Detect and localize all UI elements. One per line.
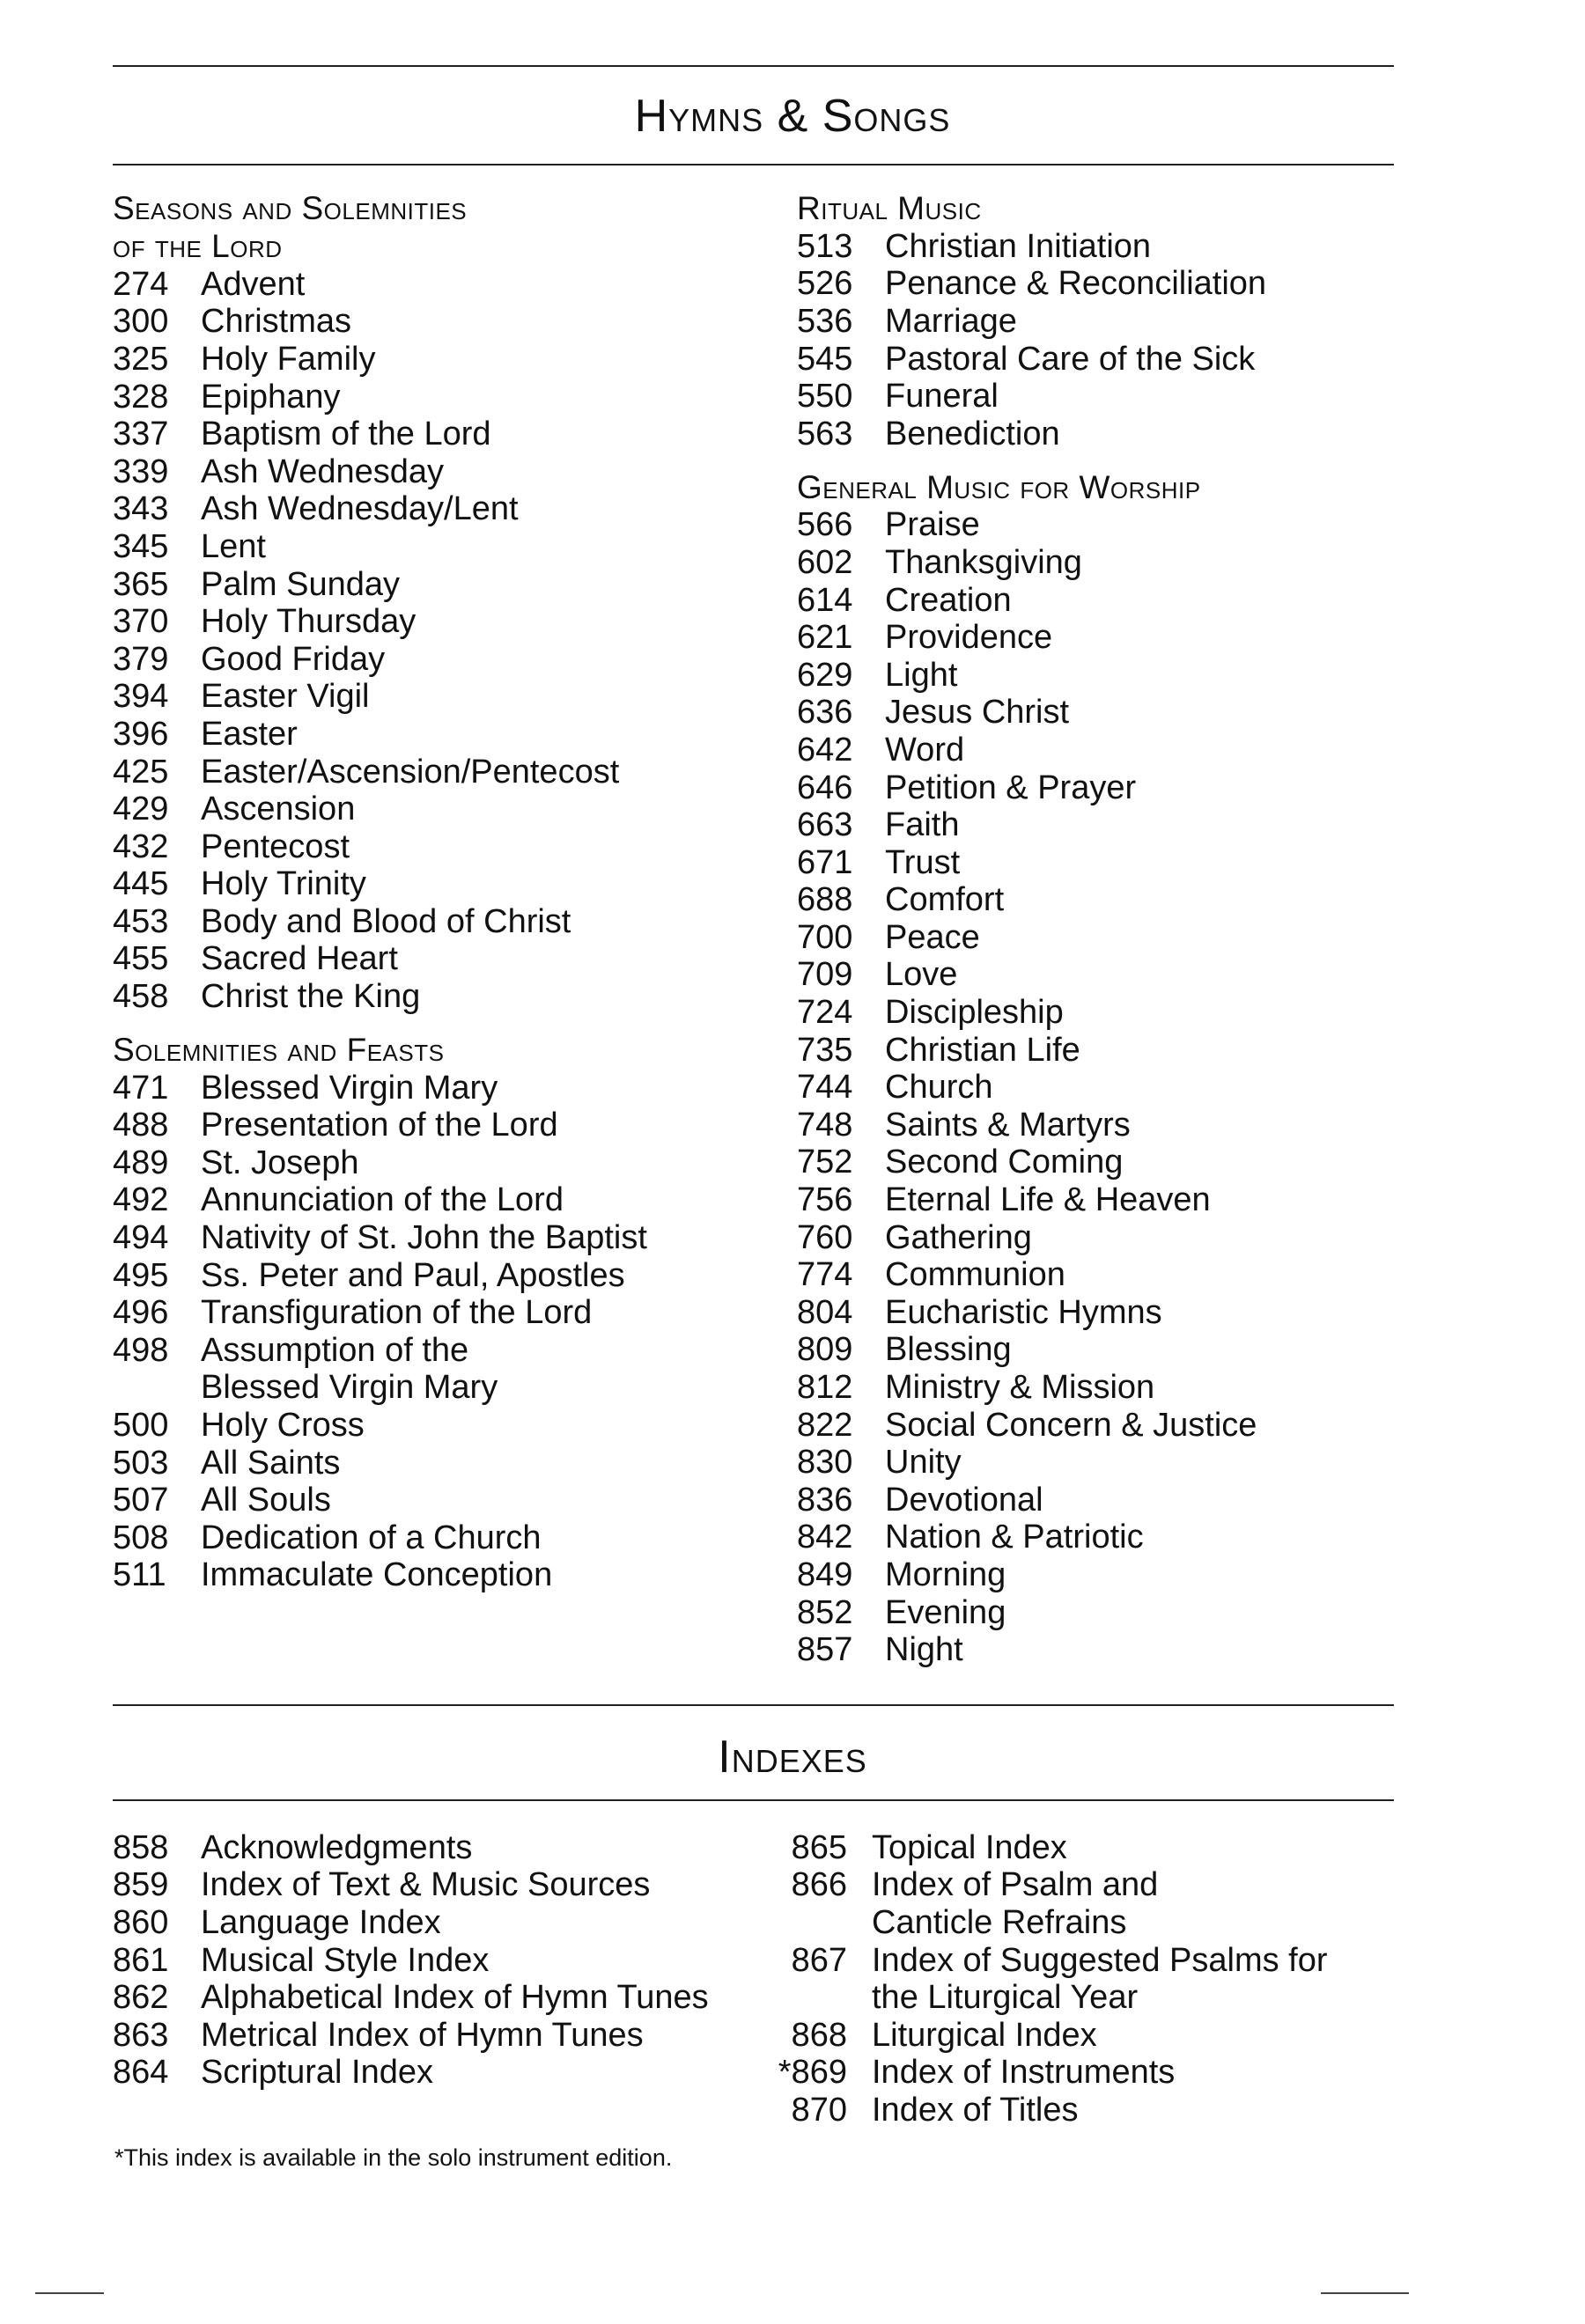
- entry-title: Ss. Peter and Paul, Apostles: [201, 1256, 625, 1294]
- entry-number: 300: [113, 303, 169, 341]
- entry-title: All Souls: [201, 1482, 331, 1519]
- entry-title: Alphabetical Index of Hymn Tunes: [201, 1979, 709, 2017]
- entry-title: Night: [885, 1631, 963, 1669]
- hymn-entry: [113, 379, 782, 416]
- entry-title: Penance & Reconciliation: [885, 265, 1267, 303]
- hymn-entry: [775, 2017, 1391, 2055]
- hymn-entry: [113, 491, 782, 529]
- hymn-entry: [797, 1107, 1396, 1144]
- hymn-entry: [797, 582, 1396, 620]
- section-heading: [797, 469, 1396, 507]
- entry-number: 859: [113, 1866, 169, 1904]
- entry-number: 748: [797, 1106, 853, 1144]
- entry-number: 724: [797, 994, 853, 1032]
- entry-number: 849: [797, 1555, 853, 1593]
- hymn-entry: [797, 1369, 1396, 1407]
- entry-title: Index of Psalm and: [872, 1866, 1159, 1904]
- entry-title: Blessed Virgin Mary: [201, 1069, 498, 1107]
- hymn-entry: [113, 903, 782, 941]
- entry-number: 809: [797, 1331, 853, 1369]
- entry-number: 860: [113, 1903, 169, 1941]
- entry-title: Church: [885, 1069, 993, 1107]
- entry-title: Eucharistic Hymns: [885, 1293, 1162, 1331]
- entry-title: Funeral: [885, 378, 999, 416]
- entry-title: Index of Instruments: [872, 2054, 1176, 2092]
- entry-number: 663: [797, 806, 853, 844]
- entry-number: 865: [791, 1828, 847, 1866]
- entry-number: 867: [791, 1941, 847, 1979]
- entry-title: Providence: [885, 619, 1053, 657]
- entry-number: 735: [797, 1031, 853, 1069]
- entry-number: 488: [113, 1107, 169, 1144]
- entry-title: Evening: [885, 1593, 1006, 1631]
- hymn-entry: [113, 1557, 782, 1595]
- entry-title: Transfiguration of the Lord: [201, 1294, 593, 1332]
- entry-number: 345: [113, 527, 169, 565]
- indexes-top-rule: [113, 1704, 1394, 1706]
- hymn-entry: [775, 2055, 1391, 2092]
- indexes-title: Indexes: [718, 1732, 867, 1783]
- entry-number: 614: [797, 581, 853, 619]
- entry-number: 494: [113, 1219, 169, 1257]
- entry-title: St. Joseph: [201, 1144, 359, 1181]
- hymn-entry: [797, 844, 1396, 882]
- entry-title: Easter/Ascension/Pentecost: [201, 753, 620, 791]
- hymn-entry: [797, 882, 1396, 920]
- hymn-entry: [797, 1519, 1396, 1557]
- hymn-entry: [797, 1144, 1396, 1182]
- entry-number: 566: [797, 506, 853, 544]
- entry-title: Baptism of the Lord: [201, 416, 491, 453]
- hymn-entry: [797, 919, 1396, 957]
- entry-title: Easter: [201, 715, 298, 753]
- entry-title: Nativity of St. John the Baptist: [201, 1219, 647, 1257]
- entry-title: Unity: [885, 1444, 962, 1482]
- entry-title: Devotional: [885, 1481, 1043, 1519]
- entry-number: 511: [113, 1556, 166, 1594]
- entry-number: 563: [797, 415, 853, 452]
- section-heading-line: Seasons and Solemnities: [113, 190, 468, 226]
- entry-number: 379: [113, 640, 169, 678]
- hymn-entry: [113, 453, 782, 491]
- entry-title: Word: [885, 731, 965, 769]
- entry-number: 495: [113, 1256, 169, 1294]
- entry-title: Christian Initiation: [885, 227, 1152, 265]
- hymn-entry: [797, 1219, 1396, 1257]
- hymn-entry: [797, 1631, 1396, 1669]
- hymn-entry: [113, 978, 782, 1016]
- hymn-entry: [113, 1257, 782, 1295]
- section-heading: [113, 190, 782, 266]
- entry-number: 513: [797, 227, 853, 265]
- hymns-title-rule: [113, 164, 1394, 165]
- indexes-left-column: [113, 1829, 782, 2092]
- entry-title: Musical Style Index: [201, 1941, 490, 1979]
- entry-number: 774: [797, 1256, 853, 1294]
- hymn-entry: [797, 957, 1396, 995]
- entry-number: 868: [791, 2016, 847, 2054]
- hymn-entry: [113, 528, 782, 566]
- hymn-entry: [113, 1182, 782, 1220]
- entry-title: Light: [885, 656, 958, 694]
- entry-number: 621: [797, 619, 853, 657]
- entry-number: 671: [797, 843, 853, 881]
- hymn-entry: [113, 2017, 782, 2055]
- section-heading-line: Solemnities and Feasts: [113, 1031, 445, 1068]
- hymn-entry: [113, 603, 782, 641]
- section-heading: [797, 190, 1396, 228]
- entry-number: 339: [113, 452, 169, 490]
- entry-title: Discipleship: [885, 994, 1064, 1032]
- hymn-entry: [775, 1942, 1391, 1980]
- entry-title: Blessed Virgin Mary: [201, 1369, 498, 1407]
- entry-title: Epiphany: [201, 378, 341, 416]
- hymn-entry: [797, 695, 1396, 732]
- entry-number: 508: [113, 1519, 169, 1556]
- hymn-entry: [797, 1069, 1396, 1107]
- entry-number: 507: [113, 1482, 169, 1519]
- hymn-entry: [797, 1444, 1396, 1482]
- hymn-entry: [113, 1407, 782, 1445]
- entry-title: Social Concern & Justice: [885, 1406, 1257, 1444]
- hymn-entry: [113, 1107, 782, 1144]
- entry-number: 760: [797, 1218, 853, 1256]
- entry-title: Morning: [885, 1555, 1006, 1593]
- hymn-entry: [113, 679, 782, 717]
- entry-title: Love: [885, 956, 958, 994]
- entry-number: 328: [113, 378, 169, 416]
- entry-number: 852: [797, 1593, 853, 1631]
- hymn-entry: [113, 566, 782, 604]
- hymn-entry: [113, 1332, 782, 1370]
- hymn-entry: [113, 791, 782, 828]
- entry-title: Jesus Christ: [885, 694, 1070, 732]
- hymn-entry: [797, 732, 1396, 769]
- entry-title: Nation & Patriotic: [885, 1519, 1144, 1556]
- indexes-right-column: [775, 1829, 1391, 2129]
- entry-number: 752: [797, 1144, 853, 1181]
- hymn-entry: [113, 754, 782, 791]
- hymn-entry: [775, 2092, 1391, 2129]
- footnote: *This index is available in the solo instrument edition.: [114, 2144, 673, 2171]
- entry-number: 642: [797, 731, 853, 769]
- entry-number: 864: [113, 2054, 169, 2092]
- hymns-right-column: [797, 190, 1396, 1669]
- entry-number: 343: [113, 490, 169, 528]
- hymn-entry: [775, 1829, 1391, 1867]
- hymn-entry: [797, 1256, 1396, 1294]
- entry-number: 804: [797, 1293, 853, 1331]
- hymn-entry: [797, 341, 1396, 379]
- section-heading-line: of the Lord: [113, 228, 283, 264]
- entry-number: 394: [113, 678, 169, 716]
- entry-number: 370: [113, 603, 169, 641]
- entry-title: Faith: [885, 806, 960, 844]
- entry-number: 274: [113, 265, 169, 303]
- section-heading-line: General Music for Worship: [797, 468, 1201, 505]
- entry-title: Ministry & Mission: [885, 1369, 1155, 1407]
- entry-number: 842: [797, 1519, 853, 1556]
- entry-title: Christian Life: [885, 1031, 1080, 1069]
- hymn-entry: [797, 416, 1396, 453]
- hymn-entry: [797, 544, 1396, 582]
- entry-title: Body and Blood of Christ: [201, 902, 571, 940]
- entry-title: Dedication of a Church: [201, 1519, 542, 1556]
- hymn-entry: [797, 1594, 1396, 1632]
- hymn-entry: [797, 1407, 1396, 1445]
- hymn-entry: [797, 1556, 1396, 1594]
- hymn-entry: [113, 416, 782, 453]
- entry-title: Ash Wednesday/Lent: [201, 490, 519, 528]
- entry-title: Acknowledgments: [201, 1828, 473, 1866]
- entry-number: 688: [797, 881, 853, 919]
- entry-number: 629: [797, 656, 853, 694]
- entry-number: 503: [113, 1444, 169, 1482]
- hymn-entry: [113, 1904, 782, 1942]
- entry-title: Index of Titles: [872, 2091, 1079, 2129]
- entry-title: Annunciation of the Lord: [201, 1181, 564, 1219]
- entry-number: 365: [113, 565, 169, 603]
- entry-title: Language Index: [201, 1903, 441, 1941]
- entry-title: Creation: [885, 581, 1012, 619]
- entry-number: 870: [791, 2091, 847, 2129]
- hymn-entry: [797, 228, 1396, 266]
- entry-number: 550: [797, 378, 853, 416]
- entry-number: 337: [113, 416, 169, 453]
- entry-number: 458: [113, 978, 169, 1016]
- entry-title: Holy Thursday: [201, 603, 417, 641]
- hymn-entry: [797, 994, 1396, 1032]
- entry-title: Marriage: [885, 302, 1017, 340]
- hymn-entry: [113, 828, 782, 866]
- hymn-entry: [113, 641, 782, 679]
- hymn-entry: [113, 304, 782, 342]
- hymn-entry: [797, 619, 1396, 657]
- entry-number: 498: [113, 1331, 169, 1369]
- hymn-entry: [113, 341, 782, 379]
- entry-title: Benediction: [885, 415, 1060, 452]
- entry-number: 709: [797, 956, 853, 994]
- entry-title: Good Friday: [201, 640, 386, 678]
- hymn-entry: [797, 806, 1396, 844]
- entry-number: 822: [797, 1406, 853, 1444]
- hymn-entry: [113, 1829, 782, 1867]
- entry-number: 445: [113, 865, 169, 903]
- hymn-entry: [113, 266, 782, 304]
- hymn-entry: [797, 657, 1396, 695]
- entry-title: Ash Wednesday: [201, 452, 445, 490]
- entry-title: Canticle Refrains: [872, 1903, 1127, 1941]
- entry-number: 471: [113, 1069, 169, 1107]
- entry-title: Peace: [885, 918, 980, 956]
- entry-title: Christmas: [201, 303, 352, 341]
- hymn-entry: [113, 941, 782, 979]
- entry-number: 857: [797, 1631, 853, 1669]
- entry-title: Index of Suggested Psalms for: [872, 1941, 1328, 1979]
- entry-title: Ascension: [201, 791, 356, 828]
- hymn-entry: [113, 1942, 782, 1980]
- entry-title: Trust: [885, 843, 961, 881]
- hymn-entry: [797, 1482, 1396, 1519]
- entry-number: 866: [791, 1866, 847, 1904]
- entry-title: Pastoral Care of the Sick: [885, 340, 1256, 378]
- entry-title: Index of Text & Music Sources: [201, 1866, 651, 1904]
- entry-title: Liturgical Index: [872, 2016, 1097, 2054]
- entry-title: Presentation of the Lord: [201, 1107, 558, 1144]
- entry-title: All Saints: [201, 1444, 341, 1482]
- entry-title: Immaculate Conception: [201, 1556, 553, 1594]
- hymn-entry: [113, 866, 782, 904]
- hymn-entry: [775, 1867, 1391, 1905]
- entry-title: Sacred Heart: [201, 940, 398, 978]
- entry-number: 432: [113, 827, 169, 865]
- entry-number: 862: [113, 1979, 169, 2017]
- hymn-entry: [113, 1482, 782, 1519]
- entry-title: Eternal Life & Heaven: [885, 1181, 1211, 1219]
- entry-number: 526: [797, 265, 853, 303]
- entry-number: 861: [113, 1941, 169, 1979]
- hymn-entry: [797, 303, 1396, 341]
- hymn-entry: [797, 1294, 1396, 1332]
- hymns-left-column: [113, 190, 782, 1594]
- section-heading-line: Ritual Music: [797, 190, 982, 226]
- entry-continuation: [113, 1370, 782, 1408]
- entry-number: 545: [797, 340, 853, 378]
- crop-mark-right: [1321, 2292, 1409, 2294]
- entry-number: 425: [113, 753, 169, 791]
- entry-title: Assumption of the: [201, 1331, 469, 1369]
- entry-title: Metrical Index of Hymn Tunes: [201, 2016, 644, 2054]
- entry-title: Petition & Prayer: [885, 769, 1137, 806]
- hymn-entry: [113, 716, 782, 754]
- hymn-entry: [113, 1445, 782, 1482]
- entry-title: Gathering: [885, 1218, 1032, 1256]
- hymn-entry: [113, 1294, 782, 1332]
- hymn-entry: [797, 1032, 1396, 1070]
- hymn-entry: [113, 1519, 782, 1557]
- entry-title: Holy Cross: [201, 1407, 365, 1445]
- hymn-entry: [113, 1219, 782, 1257]
- entry-title: Saints & Martyrs: [885, 1106, 1131, 1144]
- entry-number: 636: [797, 694, 853, 732]
- hymn-entry: [797, 1332, 1396, 1370]
- entry-title: Blessing: [885, 1331, 1012, 1369]
- entry-number: 455: [113, 940, 169, 978]
- entry-number: 863: [113, 2016, 169, 2054]
- entry-continuation: [775, 1979, 1391, 2017]
- hymn-entry: [113, 2055, 782, 2092]
- entry-continuation: [775, 1904, 1391, 1942]
- entry-number: 830: [797, 1444, 853, 1482]
- entry-number: 396: [113, 715, 169, 753]
- indexes-title-rule: [113, 1799, 1394, 1801]
- entry-title: Comfort: [885, 881, 1005, 919]
- crop-mark-left: [35, 2292, 104, 2294]
- entry-number: 500: [113, 1407, 169, 1445]
- entry-title: Topical Index: [872, 1828, 1067, 1866]
- hymns-songs-title: Hymns & Songs: [634, 91, 951, 142]
- entry-title: Second Coming: [885, 1144, 1124, 1181]
- entry-number: 756: [797, 1181, 853, 1219]
- entry-number: 700: [797, 918, 853, 956]
- entry-number: 646: [797, 769, 853, 806]
- hymn-entry: [797, 507, 1396, 545]
- top-rule: [113, 65, 1394, 67]
- entry-title: Communion: [885, 1256, 1065, 1294]
- entry-number: 429: [113, 791, 169, 828]
- entry-number: 602: [797, 543, 853, 581]
- entry-title: Holy Family: [201, 340, 376, 378]
- entry-title: Scriptural Index: [201, 2054, 434, 2092]
- entry-number: 858: [113, 1828, 169, 1866]
- entry-number: 836: [797, 1481, 853, 1519]
- entry-title: Holy Trinity: [201, 865, 366, 903]
- hymn-entry: [113, 1144, 782, 1182]
- entry-title: Palm Sunday: [201, 565, 401, 603]
- hymn-entry: [113, 1979, 782, 2017]
- entry-number: 496: [113, 1294, 169, 1332]
- entry-title: Pentecost: [201, 827, 350, 865]
- entry-number: 453: [113, 902, 169, 940]
- entry-number: 812: [797, 1369, 853, 1407]
- entry-title: Lent: [201, 527, 266, 565]
- entry-number: 492: [113, 1181, 169, 1219]
- entry-title: the Liturgical Year: [872, 1979, 1139, 2017]
- hymn-entry: [797, 266, 1396, 304]
- entry-number: 744: [797, 1069, 853, 1107]
- entry-number: 489: [113, 1144, 169, 1181]
- hymn-entry: [113, 1070, 782, 1107]
- section-heading: [113, 1032, 782, 1070]
- hymn-entry: [797, 378, 1396, 416]
- entry-title: Praise: [885, 506, 980, 544]
- entry-title: Christ the King: [201, 978, 421, 1016]
- entry-title: Advent: [201, 265, 306, 303]
- hymn-entry: [113, 1867, 782, 1905]
- entry-number: 536: [797, 302, 853, 340]
- entry-title: Thanksgiving: [885, 543, 1082, 581]
- entry-title: Easter Vigil: [201, 678, 370, 716]
- entry-number: *869: [778, 2054, 847, 2092]
- hymn-entry: [797, 769, 1396, 807]
- hymn-entry: [797, 1181, 1396, 1219]
- entry-number: 325: [113, 340, 169, 378]
